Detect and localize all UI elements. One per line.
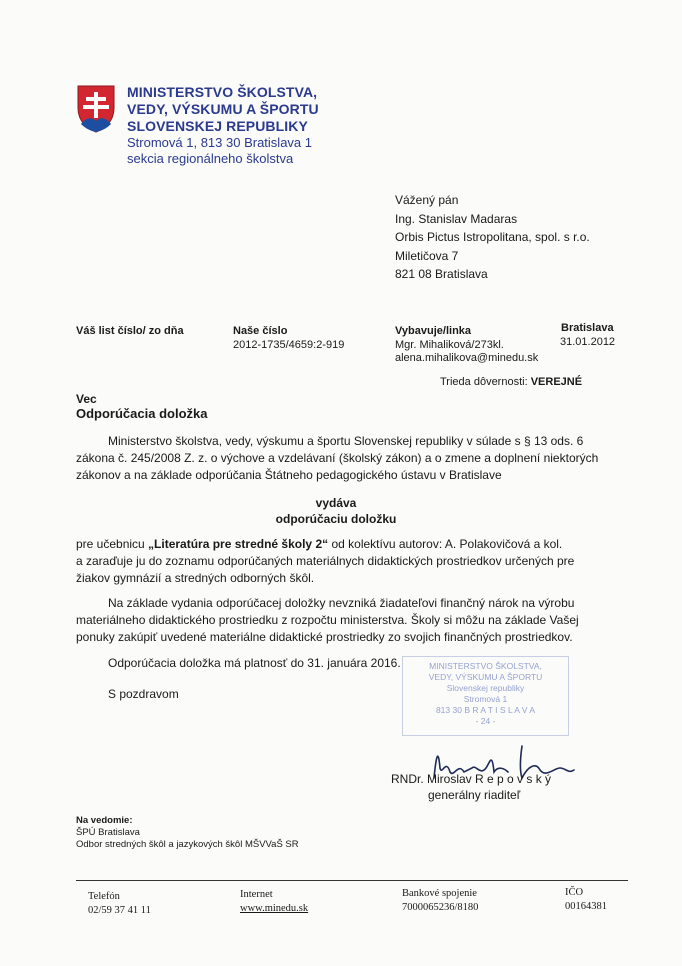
paragraph-3 [76, 595, 636, 646]
ico-value: 00164381 [565, 901, 607, 912]
paragraph-1 [76, 433, 636, 484]
p3-line1: Na základe vydania odporúčacej doložky nevzniká žiadateľovi finančný nárok na výrobu [108, 596, 575, 610]
our-number: 2012-1735/4659:2-919 [233, 339, 345, 351]
p1-line2: zákona č. 245/2008 Z. z. o výchove a vzdelávaní (školský zákon) a o zmene a doplnení niektorých [76, 451, 599, 465]
letter-date: 31.01.2012 [560, 336, 616, 348]
ministry-name-line1: MINISTERSTVO ŠKOLSTVA, [127, 84, 318, 100]
internet-label: Internet [240, 889, 273, 900]
textbook-title: „Literatúra pre stredné školy 2“ [148, 537, 329, 551]
stamp-line5: 813 30 B R A T I S L A V A [435, 705, 536, 715]
stamp-line1: MINISTERSTVO ŠKOLSTVA, [429, 661, 542, 671]
p1-line3: zákonov a na základe odporúčania Štátneho pedagogického ústavu v Bratislave [76, 468, 502, 482]
recipient-street: Miletičova 7 [395, 248, 459, 263]
ministry-section: sekcia regionálneho školstva [127, 151, 294, 166]
official-stamp [402, 656, 569, 736]
coat-of-arms-icon [76, 84, 116, 134]
handled-by: Mgr. Mihaliková/273kl. [395, 339, 504, 351]
p2-line3: žiakov gymnázií a stredných odborných škôl. [76, 571, 315, 585]
stamp-line3: Slovenskej republiky [446, 683, 525, 693]
p2-pre: pre učebnicu [76, 537, 149, 551]
classification [440, 376, 582, 389]
contact-email: alena.mihalikova@minedu.sk [395, 352, 539, 364]
footer-internet [240, 888, 308, 916]
bank-label: Bankové spojenie [402, 888, 477, 899]
ministry-name-line2: VEDY, VÝSKUMU A ŠPORTU [127, 101, 319, 117]
letter-place: Bratislava [561, 322, 614, 334]
document-name: odporúčaciu doložku [275, 512, 397, 526]
p1-line1: Ministerstvo školstva, vedy, výskumu a športu Slovenskej republiky v súlade s § 13 ods. 6 [108, 434, 584, 448]
recipient-salutation: Vážený pán [395, 193, 459, 207]
signatory-title: generálny riaditeľ [428, 788, 521, 802]
cc-item-1: ŠPÚ Bratislava [76, 827, 140, 838]
issues-word: vydáva [315, 496, 357, 510]
stamp-line4: Stromová 1 [463, 694, 508, 704]
recipient-company: Orbis Pictus Istropolitana, spol. s r.o. [395, 230, 590, 244]
closing-text: S pozdravom [108, 687, 179, 701]
subject-title: Odporúčacia doložka [76, 406, 208, 421]
recipient-address [395, 191, 590, 284]
your-letter-label: Váš list číslo/ zo dňa [76, 325, 184, 337]
ministry-header [127, 84, 319, 167]
p2-line1 [76, 536, 636, 553]
p3-line2: materiálneho didaktického prostriedku z rozpočtu ministerstva. Školy si môžu na základe Vašej [76, 613, 579, 627]
bank-value: 7000065236/8180 [402, 902, 479, 913]
ico-label: IČO [565, 887, 584, 898]
recipient-city: 821 08 Bratislava [395, 267, 488, 281]
paragraph-2 [76, 536, 636, 587]
p2-line2: a zaraďuje ju do zoznamu odporúčaných materiálnych didaktických prostriedkov určených pre [76, 554, 575, 568]
footer-bank [402, 887, 478, 915]
handled-by-label: Vybavuje/linka [395, 325, 472, 337]
our-number-label: Naše číslo [233, 325, 288, 337]
phone-value: 02/59 37 41 11 [88, 905, 151, 916]
p3-line3: ponuky zakúpiť uvedené materiálne didaktické prostriedky zo svojich finančných prostriedkov. [76, 630, 573, 644]
stamp-line2: VEDY, VÝSKUMU A ŠPORTU [428, 672, 543, 682]
footer-ico [565, 886, 607, 914]
phone-label: Telefón [88, 891, 120, 902]
recipient-name: Ing. Stanislav Madaras [395, 211, 518, 226]
signatory-name: RNDr. Miroslav R e p o v s k ý [391, 772, 552, 786]
subject-label: Vec [76, 392, 97, 406]
classification-label: Trieda dôvernosti: [440, 376, 528, 388]
validity-text: Odporúčacia doložka má platnosť do 31. januára 2016. [108, 656, 401, 670]
stamp-line6: - 24 - [475, 716, 496, 726]
cc-label: Na vedomie: [76, 815, 133, 826]
cc-item-2: Odbor stredných škôl a jazykových škôl MŠVVaŠ SR [76, 839, 299, 850]
footer-divider [76, 880, 628, 881]
internet-link[interactable]: www.minedu.sk [240, 903, 309, 914]
p2-post: od kolektívu autorov: A. Polakovičová a kol. [328, 537, 563, 551]
footer-phone [88, 890, 151, 918]
ministry-address: Stromová 1, 813 30 Bratislava 1 [127, 135, 312, 150]
ministry-name-line3: SLOVENSKEJ REPUBLIKY [127, 118, 308, 134]
classification-value: VEREJNÉ [530, 376, 583, 388]
